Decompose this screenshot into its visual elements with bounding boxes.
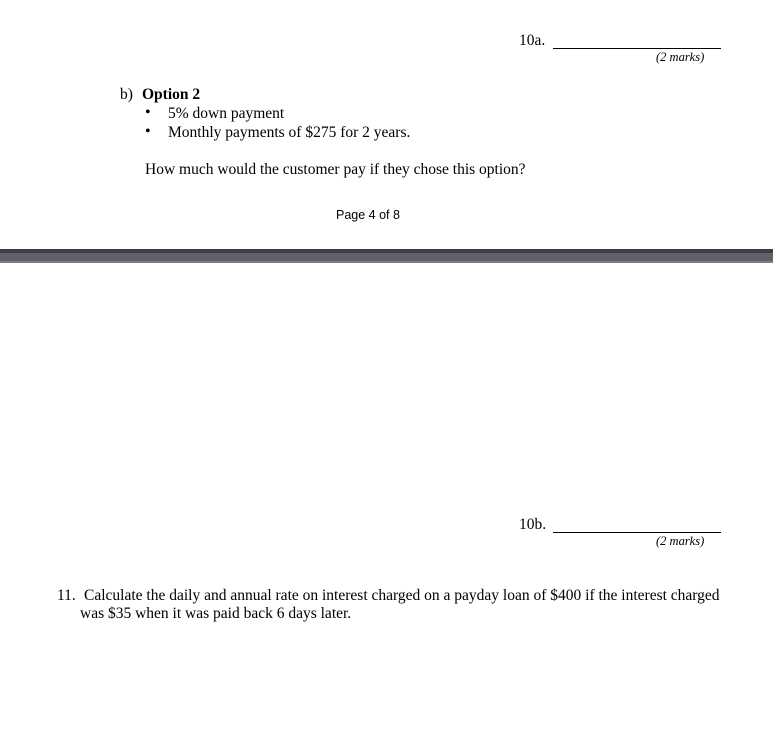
bullet-item-monthly-payments: Monthly payments of $275 for 2 years.: [168, 124, 411, 141]
bullet-icon: •: [145, 123, 151, 140]
page-footer: Page 4 of 8: [336, 208, 400, 222]
answer-line-10b: [553, 532, 721, 533]
bullet-icon: •: [145, 104, 151, 121]
marks-10b: (2 marks): [656, 534, 705, 548]
answer-label-10b: 10b.: [519, 516, 547, 533]
question-11-text-line1: Calculate the daily and annual rate on interest charged on a payday loan of $400 if the interest charged: [84, 587, 720, 604]
question-11-number: 11.: [57, 587, 76, 604]
answer-line-10a: [553, 48, 721, 49]
page-separator: [0, 249, 773, 263]
marks-10a: (2 marks): [656, 50, 705, 64]
answer-label-10a: 10a.: [519, 32, 546, 49]
question-text: How much would the customer pay if they chose this option?: [145, 161, 526, 178]
part-b-letter: b): [120, 86, 133, 103]
bullet-item-down-payment: 5% down payment: [168, 105, 285, 122]
question-11-text-line2: was $35 when it was paid back 6 days later.: [80, 605, 352, 622]
part-b-title: Option 2: [142, 86, 201, 103]
